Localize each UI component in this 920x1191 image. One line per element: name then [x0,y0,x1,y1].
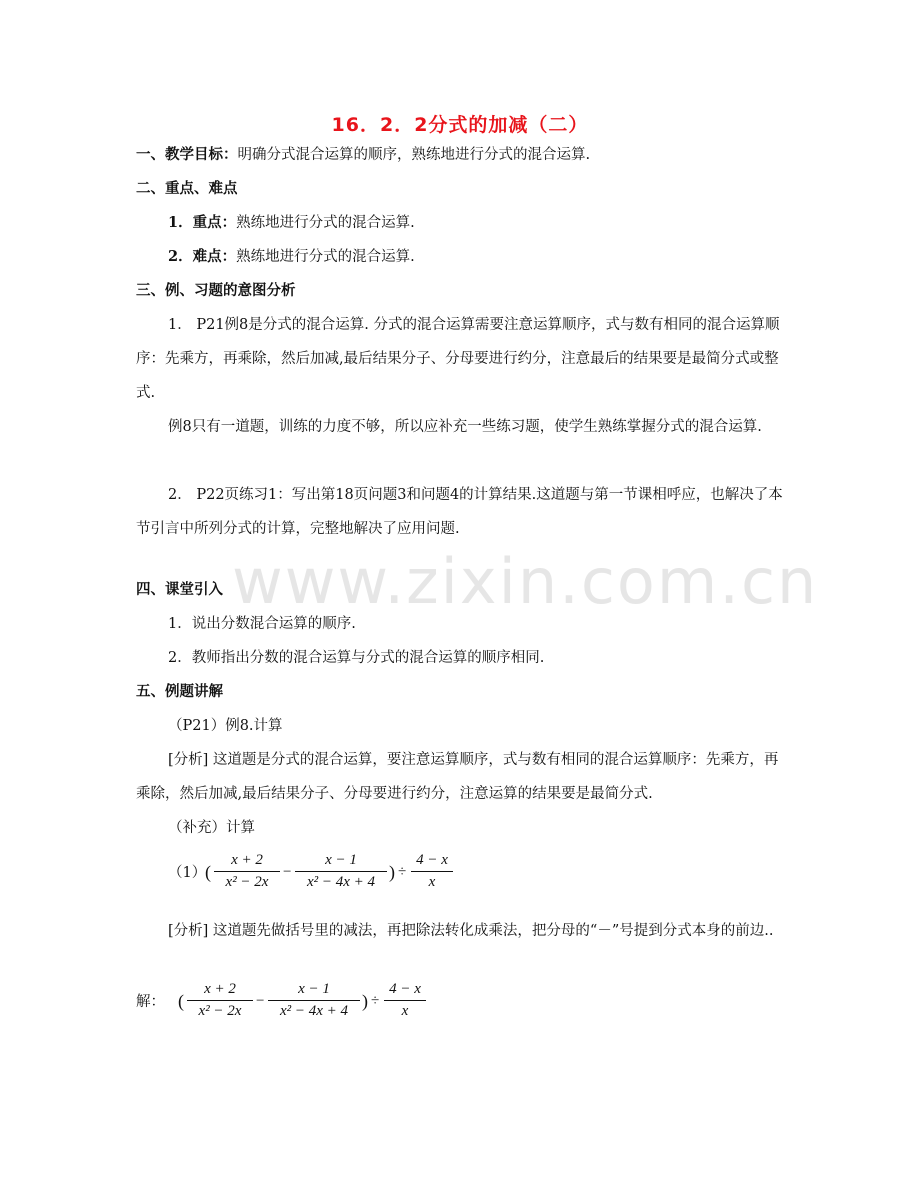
difficult-point [168,247,415,267]
denominator: x [428,874,436,890]
denominator: x [401,1003,409,1019]
key-point-label: 1．重点： [168,214,237,231]
denominator: x² − 4x + 4 [306,874,376,890]
section-heading: 四、课堂引入 [136,581,223,598]
list-item: 1．说出分数混合运算的顺序. [168,616,356,632]
numerator: 4 − x [411,852,453,872]
paragraph: [分析] 这道题是分式的混合运算，要注意运算顺序，式与数有相同的混合运算顺序：先乘方，再乘除，然后加减,最后结果分子、分母要进行约分，注意运算的结果要是最简分式. [136,752,779,802]
numerator: x − 1 [295,852,387,872]
denominator: x² − 2x [225,874,269,890]
section-heading: 二、重点、难点 [136,180,238,197]
page-title: 16．2．2分式的加减（二） [331,114,589,136]
numerator: x − 1 [268,981,360,1001]
section-heading: 一、教学目标： [136,146,238,163]
right-paren: ) [389,862,395,882]
paragraph: [分析] 这道题先做括号里的减法，再把除法转化成乘法，把分母的“－”号提到分式本身的前边.. [168,923,774,939]
section-heading: 五、例题讲解 [136,683,223,700]
key-point-text: 熟练地进行分式的混合运算. [236,215,415,231]
numerator: x + 2 [214,852,280,872]
fraction [187,981,253,1020]
section-objectives [136,145,590,165]
denominator: x² − 4x + 4 [279,1003,349,1019]
fraction [384,981,426,1020]
paragraph: 2． P22页练习1：写出第18页问题3和问题4的计算结果.这道题与第一节课相呼应，也解决了本节引言中所列分式的计算，完整地解决了应用问题. [136,487,783,537]
difficult-point-text: 熟练地进行分式的混合运算. [236,249,415,265]
right-paren: ) [362,991,368,1011]
fraction [411,852,453,891]
division-sign: ÷ [371,993,380,1009]
fraction [214,852,280,891]
section-text: 明确分式混合运算的顺序，熟练地进行分式的混合运算. [237,147,591,163]
supplement-heading: （补充）计算 [168,820,255,836]
list-item: 2．教师指出分数的混合运算与分式的混合运算的顺序相同. [168,650,545,666]
numerator: x + 2 [187,981,253,1001]
question-label: （1） [168,865,207,881]
numerator: 4 − x [384,981,426,1001]
denominator: x² − 2x [198,1003,242,1019]
section-heading: 三、例、习题的意图分析 [136,282,296,299]
solution-label: 解： [136,994,165,1010]
fraction [295,852,387,891]
watermark: www.zixin.com.cn [232,545,819,618]
minus-sign: − [283,864,292,880]
paragraph: 例8只有一道题，训练的力度不够，所以应补充一些练习题，使学生熟练掌握分式的混合运算. [168,419,762,435]
key-point [168,213,415,233]
paragraph: 1． P21例8是分式的混合运算. 分式的混合运算需要注意运算顺序，式与数有相同的混合运算顺序：先乘方，再乘除，然后加减,最后结果分子、分母要进行约分，注意最后的结果要是最简分式或整式. [136,317,780,401]
minus-sign: − [256,993,265,1009]
fraction [268,981,360,1020]
left-paren: ( [178,991,184,1011]
difficult-point-label: 2．难点： [168,248,237,265]
example-heading: （P21）例8.计算 [168,718,283,734]
left-paren: ( [205,862,211,882]
division-sign: ÷ [398,864,407,880]
